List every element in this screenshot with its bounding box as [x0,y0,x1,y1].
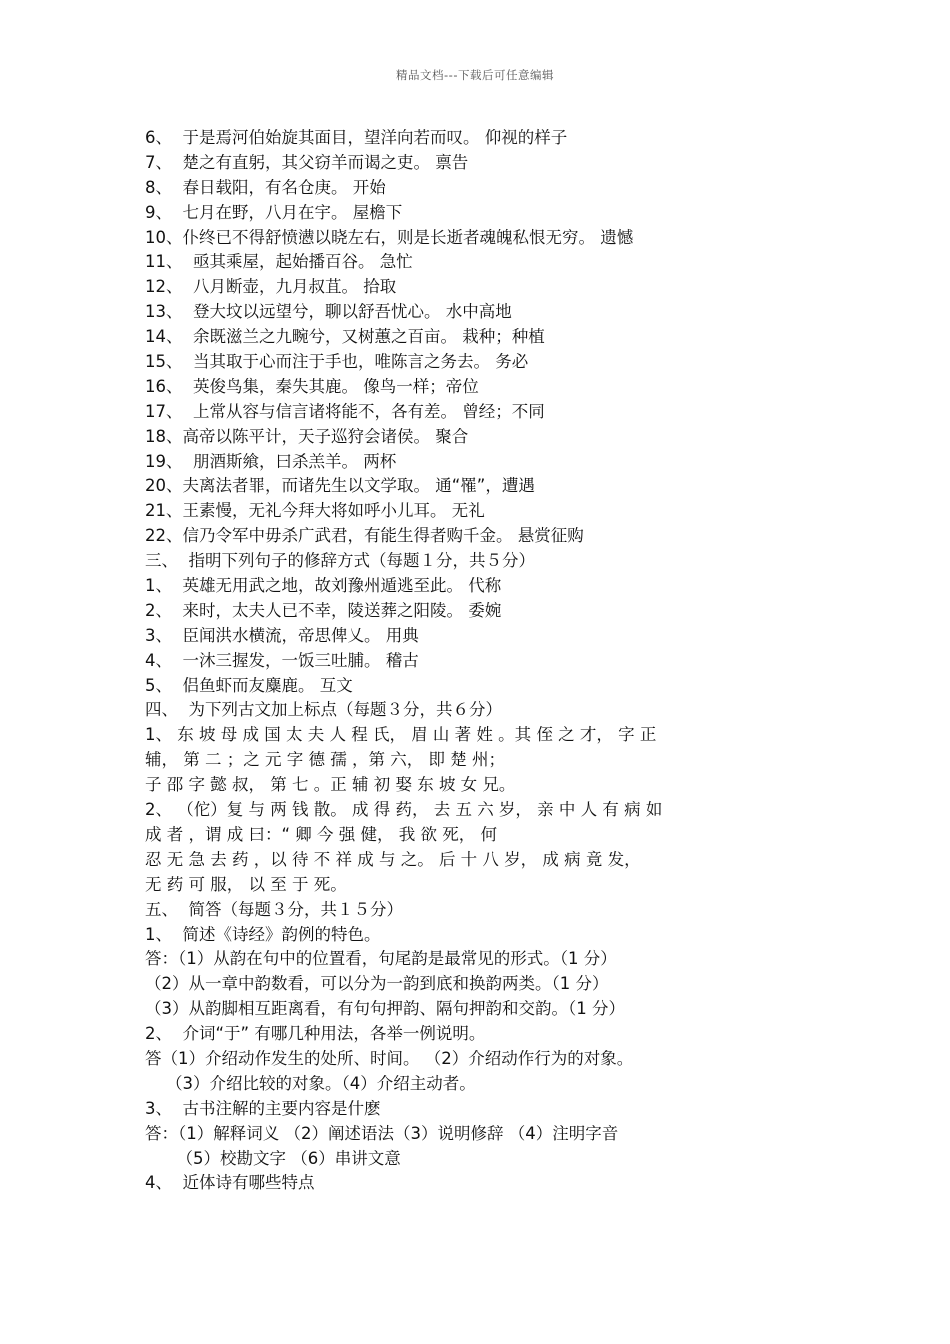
section-heading: 三、 指明下列句子的修辞方式（每题１分，共５分） [145,551,535,571]
section-heading: 四、 为下列古文加上标点（每题３分，共６分） [145,700,502,720]
text-line: 无 药 可 服， 以 至 于 死。 [145,874,347,894]
text-line: （3）介绍比较的对象。（4）介绍主动者。 [145,1073,476,1093]
page-header: 精品文档---下载后可任意编辑 [396,68,554,82]
text-line: 5、 侣鱼虾而友麋鹿。 互文 [145,675,353,695]
text-line: （3）从韵脚相互距离看，有句句押韵、隔句押韵和交韵。（1 分） [145,999,625,1019]
text-line: 2、 （佗）复 与 两 钱 散。 成 得 药， 去 五 六 岁， 亲 中 人 有 病 如 [145,800,663,820]
text-line: 13、 登大坟以远望兮，聊以舒吾忧心。 水中高地 [145,302,512,322]
text-line: 辅， 第 二 ；之 元 字 德 孺 ，第 六， 即 楚 州； [145,750,505,770]
text-line: 10、仆终已不得舒愤懑以晓左右，则是长逝者魂魄私恨无穷。 遗憾 [145,227,634,247]
text-line: 4、 一沐三握发，一饭三吐脯。 稽古 [145,650,419,670]
text-line: 3、 臣闻洪水横流，帝思俾乂。 用典 [145,625,419,645]
text-line: 16、 英俊鸟集，秦失其鹿。 像鸟一样；帝位 [145,376,479,396]
text-line: 21、王素慢，无礼今拜大将如呼小儿耳。 无礼 [145,501,485,521]
text-line: 4、 近体诗有哪些特点 [145,1173,315,1193]
text-line: 14、 余既滋兰之九畹兮，又树蕙之百亩。 栽种；种植 [145,327,545,347]
text-line: 8、 春日载阳，有名仓庚。 开始 [145,177,386,197]
text-line: 22、信乃令军中毋杀广武君，有能生得者购千金。 悬赏征购 [145,526,584,546]
text-line: 1、 简述《诗经》韵例的特色。 [145,924,381,944]
text-line: 答（1）介绍动作发生的处所、时间。 （2）介绍动作行为的对象。 [145,1048,634,1068]
text-line: 17、 上常从容与信言诸将能不，各有差。 曾经；不同 [145,401,545,421]
text-line: （2）从一章中韵数看，可以分为一韵到底和换韵两类。（1 分） [145,974,609,994]
text-line: 子 邵 字 懿 叔， 第 七 。正 辅 初 娶 东 坡 女 兄。 [145,775,516,795]
text-line: 11、 亟其乘屋，起始播百谷。 急忙 [145,252,413,272]
text-line: 成 者 ，谓 成 曰：“ 卿 今 强 健， 我 欲 死， 何 [145,824,497,844]
text-line: 19、 朋酒斯飨，曰杀羔羊。 两杯 [145,451,397,471]
text-line: （5）校勘文字 （6）串讲文意 [145,1148,401,1168]
text-line: 18、高帝以陈平计，天子巡狩会诸侯。 聚合 [145,426,469,446]
text-line: 6、 于是焉河伯始旋其面目，望洋向若而叹。 仰视的样子 [145,128,568,147]
text-line: 3、 古书注解的主要内容是什麽 [145,1098,381,1118]
text-line: 20、夫离法者罪，而诸先生以文学取。 通“罹”，遭遇 [145,476,535,496]
text-line: 忍 无 急 去 药 ，以 待 不 祥 成 与 之。 后 十 八 岁， 成 病 竟 发， [145,849,641,869]
section-heading: 五、 简答（每题３分，共１５分） [145,899,403,919]
text-line: 1、 东 坡 母 成 国 太 夫 人 程 氏， 眉 山 著 姓 。其 侄 之 才， 字 正 [145,725,657,745]
text-line: 1、 英雄无用武之地，故刘豫州遁逃至此。 代称 [145,576,502,596]
text-line: 12、 八月断壶，九月叔苴。 拾取 [145,277,397,297]
text-line: 答：（1）从韵在句中的位置看，句尾韵是最常见的形式。（1 分） [145,949,617,969]
text-line: 7、 楚之有直躬，其父窃羊而谒之吏。 禀告 [145,152,469,172]
document-body [145,126,845,1196]
text-line: 2、 来时，太夫人已不幸，陵送葬之阳陵。 委婉 [145,600,502,620]
text-line: 9、 七月在野，八月在宇。 屋檐下 [145,202,403,222]
text-line: 答：（1）解释词义 （2）阐述语法（3）说明修辞 （4）注明字音 [145,1123,619,1143]
text-line: 2、 介词“于” 有哪几种用法，各举一例说明。 [145,1024,486,1044]
text-line: 15、 当其取于心而注于手也，唯陈言之务去。 务必 [145,352,529,372]
